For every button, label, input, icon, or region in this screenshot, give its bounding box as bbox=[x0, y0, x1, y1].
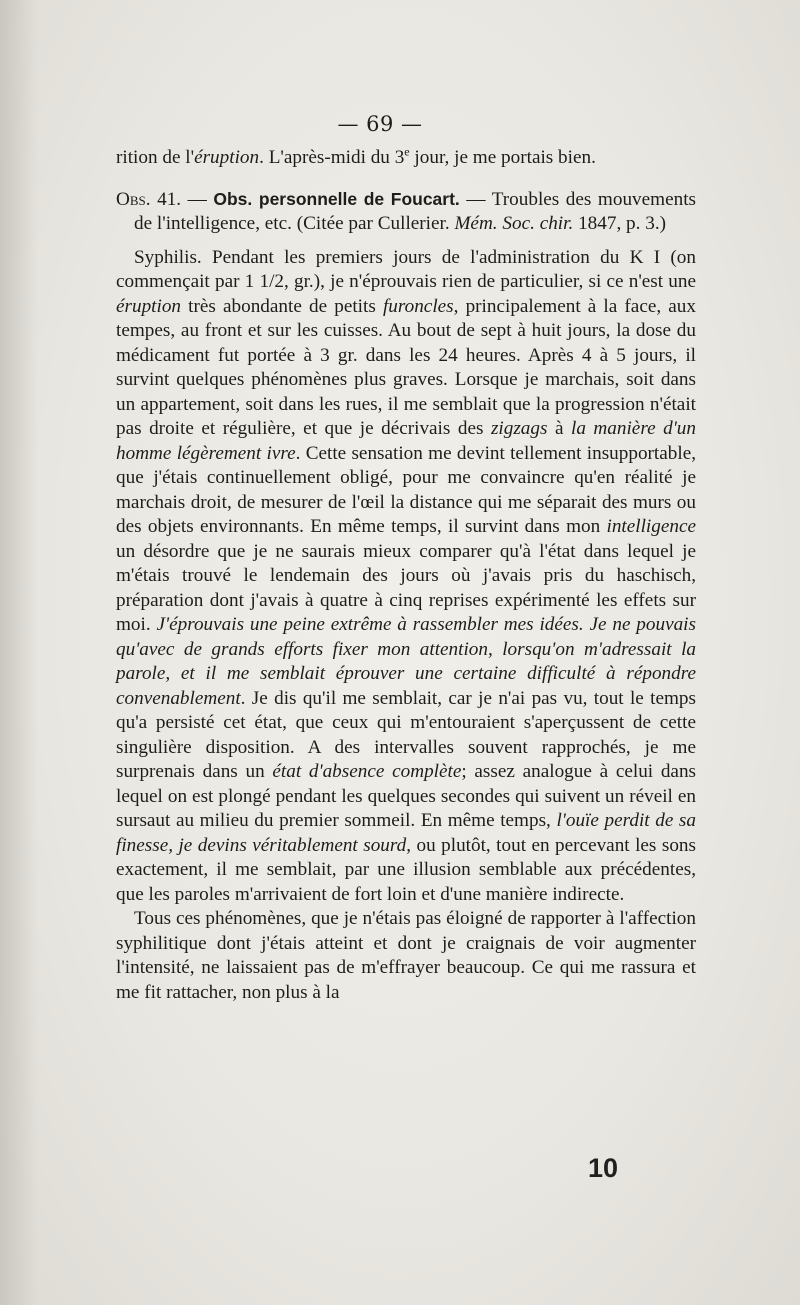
text-run: — Troubles des mouvements de l'intelligence, etc. (Citée par Cullerier. bbox=[134, 188, 696, 234]
text-run: . L'après-midi du 3 bbox=[259, 147, 405, 168]
body-text bbox=[116, 146, 696, 1005]
obs-number: . 41. — bbox=[145, 188, 214, 210]
italic-run: furoncles bbox=[382, 295, 454, 317]
obs-title: Obs. personnelle de Foucart. bbox=[213, 188, 460, 209]
text-run: un désordre que je ne saurais mieux comparer qu'à l'état dans lequel je m'étais trouvé le lendemain des jours où j'avais pris du haschisch, préparation dont j'avais à quatre à cinq reprises expérimenté les effets sur moi. bbox=[116, 540, 696, 635]
italic-run: intelligence bbox=[606, 516, 696, 537]
italic-run: Mém. Soc. chir. bbox=[454, 213, 574, 234]
signature-mark: 10 bbox=[588, 1153, 619, 1183]
italic-run: éruption bbox=[116, 295, 182, 317]
text-run: Syphilis. Pendant les premiers jours de l'administration du K I (on commençait par 1 1/2, gr.), je n'éprouvais rien de particulier, si ce n'est une bbox=[116, 246, 696, 292]
superscript: e bbox=[404, 144, 410, 159]
main-paragraph bbox=[116, 246, 696, 908]
text-run: . Cette sensation me devint tellement insupportable, que j'étais continuellement obligé, pour me convaincre qu'en réalité je marchais droit, de mesurer de l'œil la distance qui me séparait des murs ou des objets environnants. En même temps, il survint dans mon bbox=[116, 442, 697, 537]
text-run: jour, je me portais bien. bbox=[409, 147, 596, 168]
text-run: , principalement à la face, aux tempes, au front et sur les cuisses. Au bout de sept à huit jours, la dose du médicament fut portée à 3 gr. dans les 24 heures. Après 4 à 5 jours, il survint quelques phénomènes plus graves. Lorsque je marchais, soit dans un appartement, soit dans les rues, il me semblait que la progression n'était pas droite et régulière, et que je décrivais des bbox=[116, 295, 696, 439]
paragraph-continuation bbox=[116, 146, 696, 171]
text-run: . Je dis qu'il me semblait, car je n'ai pas vu, tout le temps qu'a persisté cet état, que ceux qui m'entouraient s'aperçussent de cette singulière disposition. A des intervalles souvent rapprochés, je me surprenais dans un bbox=[116, 687, 696, 782]
italic-run: état d'absence complète bbox=[272, 761, 462, 782]
italic-run: J'éprouvais une peine extrême à rassembler mes idées. Je ne pouvais qu'avec de grands efforts fixer mon attention, lorsqu'on m'adressait la parole, et il me semblait éprouver une certaine difficulté à répondre convenablement bbox=[116, 614, 696, 709]
text-run: rition de l' bbox=[116, 147, 195, 168]
last-paragraph bbox=[116, 907, 696, 1005]
italic-run: zigzags bbox=[490, 418, 548, 439]
page-number: — 69 — bbox=[337, 112, 423, 136]
text-run: à bbox=[547, 418, 571, 439]
text-run: 1847, p. 3.) bbox=[573, 213, 667, 234]
text-run: , ou plutôt, tout en percevant les sons exactement, il me semblait, par une illusion semblable aux précédentes, que les paroles m'arrivaient de fort loin et d'une manière indirecte. bbox=[116, 834, 696, 905]
spacer bbox=[116, 171, 696, 187]
spacer bbox=[116, 237, 696, 246]
italic-run: l'ouïe perdit de sa finesse, je devins véritablement sourd bbox=[116, 810, 696, 856]
observation-heading bbox=[116, 187, 696, 237]
italic-run: éruption bbox=[194, 147, 260, 168]
text-run: Tous ces phénomènes, que je n'étais pas éloigné de rapporter à l'affection syphilitique dont j'étais atteint et dont je craignais de voir augmenter l'intensité, ne laissaient pas de m'effrayer beaucoup. Ce qui me rassura et me fit rattacher, non plus à la bbox=[116, 908, 696, 1003]
binding-shadow bbox=[0, 0, 38, 1305]
italic-run: la manière d'un homme légèrement ivre bbox=[116, 418, 696, 464]
text-run: ; assez analogue à celui dans lequel on est plongé pendant les quelques secondes qui suivent un réveil en sursaut au milieu du premier sommeil. En même temps, bbox=[116, 761, 697, 831]
obs-label: Obs bbox=[116, 188, 146, 210]
text-run: très abondante de petits bbox=[181, 295, 383, 317]
